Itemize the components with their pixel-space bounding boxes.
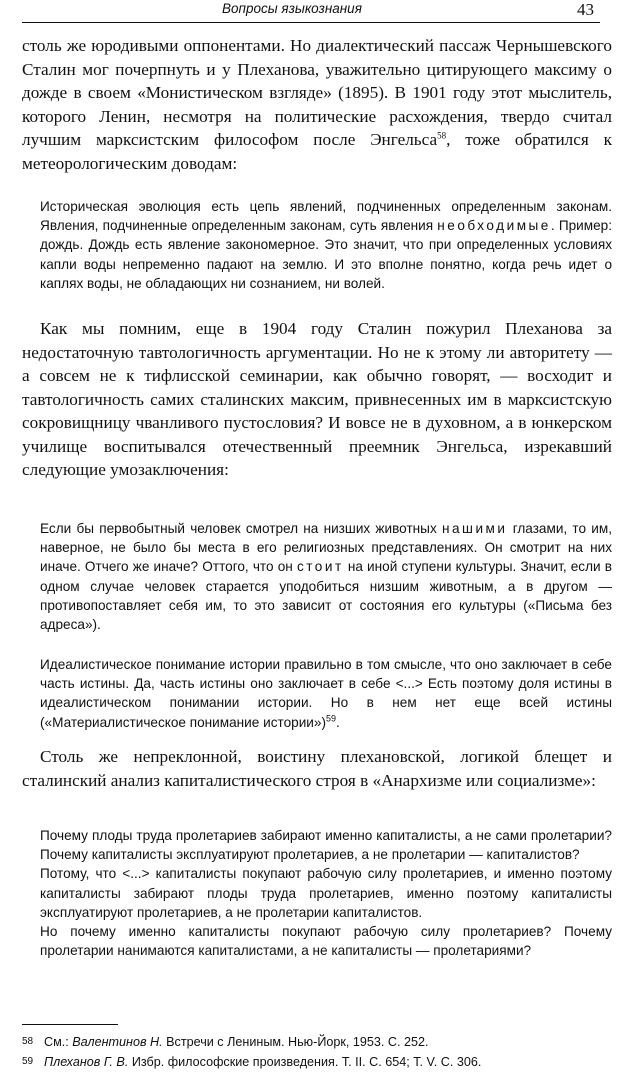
- paragraph-3: Столь же непреклонной, воистину плехановской, логикой блещет и сталинский анализ капиталистического строя в «Анархизме или социализме»:: [22, 747, 612, 790]
- quote-2-spaced-word-1: нашими: [441, 521, 508, 536]
- paragraph-1-text-a: столь же юродивыми оппонентами. Но диалектический пассаж Чернышевского Сталин мог почерпнуть и у Плеханова, уважительно цитирующего максиму о дожде в своем «Монистическом взгляде» (1895). В 1901 году этот мыслитель, которого Ленин, несмотря на политические расхождения, твердо считал лучшим марксистским философом после Энгельса: [22, 36, 612, 149]
- footnote-ref-59: 59: [325, 713, 336, 724]
- footnote-author: Валентинов Н.: [72, 1035, 163, 1049]
- quote-1-text-b: . Пример: дождь. Дождь есть явление закономерное. Это значит, что при определенных условиях капли воды непременно падают на землю. И это вполне понятно, когда речь идет о каплях воды, не обладающих ни сознанием, ни волей.: [40, 218, 612, 291]
- quote-2-text-b: глазами, то им, наверное, не было бы места в его религиозных представлениях. Он смотрит на них иначе. Отчего же иначе? Оттого, что он: [40, 521, 612, 575]
- paragraph-2: Как мы помним, еще в 1904 году Сталин пожурил Плеханова за недостаточную тавтологичность аргументации. Но не к этому ли авторитету — а совсем не к тифлисской семинарии, как обычно говорят, — восходит и тавтологичность самих сталинских максим, привнесенных им в марксистскую сокровищницу чванливого пустословия? И вовсе не в духовном, а в юнкерском училище воспитывался отечественный преемник Энгельса, изрекавший следующие умозаключения:: [22, 319, 612, 479]
- quote-1-text-a: Историческая эволюция есть цепь явлений, подчиненных определенным законам. Явления, подчиненные определенным законам, суть явления: [40, 199, 612, 234]
- footnote-text: Встречи с Лениным. Нью-Йорк, 1953. С. 252.: [162, 1035, 429, 1049]
- footnote-number: 59: [22, 1056, 34, 1067]
- page-number: 43: [577, 0, 594, 19]
- paragraph-1: [22, 34, 612, 175]
- quote-2-spaced-word-2: стоит: [296, 559, 344, 575]
- quote-2-text-c: на иной ступени культуры. Значит, если в одном случае человек старается уподобиться низшим животным, а в другом — противопоставляет себя им, то это зависит от состояния его культуры («Письма без адреса»).: [40, 559, 612, 633]
- page-header: [22, 0, 600, 23]
- footnote-divider: [22, 1024, 118, 1025]
- quote-1-spaced-word: необходимые: [437, 218, 551, 234]
- footnote-prefix: См.:: [44, 1035, 73, 1049]
- footnote-59: [22, 1054, 612, 1070]
- quote-4-line-1: Почему плоды труда пролетариев забирают именно капиталисты, а не сами пролетарии? Почему капиталисты эксплуатируют пролетариев, а не пролетарии — капиталистов?: [40, 828, 612, 863]
- quote-plekhanov-rain: [40, 197, 612, 293]
- quote-2-text-a: Если бы первобытный человек смотрел на низших животных: [40, 521, 442, 536]
- quote-3-text: Идеалистическое понимание истории правильно в том смысле, что оно заключает в себе часть истины. Да, часть истины оно заключает в себе <...> Есть поэтому доля истины в идеалистическом понимании истории. Но в нем нет еще всей истины («Материалистическое понимание истории»): [40, 657, 612, 730]
- quote-materialist-history: [40, 655, 612, 732]
- footnote-author: Плеханов Г. В.: [44, 1055, 129, 1069]
- footnote-58: [22, 1034, 612, 1050]
- running-head: Вопросы языкознания: [222, 1, 362, 16]
- footnote-text: Избр. философские произведения. Т. II. С. 654; Т. V. С. 306.: [128, 1055, 482, 1069]
- quote-4-line-3: Но почему именно капиталисты покупают рабочую силу пролетариев? Почему пролетарии нанимаются капиталистами, а не капиталисты — пролетариями?: [40, 924, 612, 959]
- quote-4-line-2: Потому, что <...> капиталисты покупают рабочую силу пролетариев, и именно поэтому капиталисты забирают плоды труда пролетариев, именно поэтому капиталисты эксплуатируют пролетариев, а не пролетарии капиталистов.: [40, 866, 612, 920]
- quote-3-end: .: [336, 714, 340, 730]
- quote-anarchism-socialism: [40, 826, 612, 960]
- footnote-ref-58: 58: [437, 130, 447, 141]
- quote-letters-without-address: [40, 519, 612, 634]
- footnote-number: 58: [22, 1036, 34, 1047]
- paragraph-1-text-b: , тоже обратился к метеорологическим доводам:: [22, 130, 612, 173]
